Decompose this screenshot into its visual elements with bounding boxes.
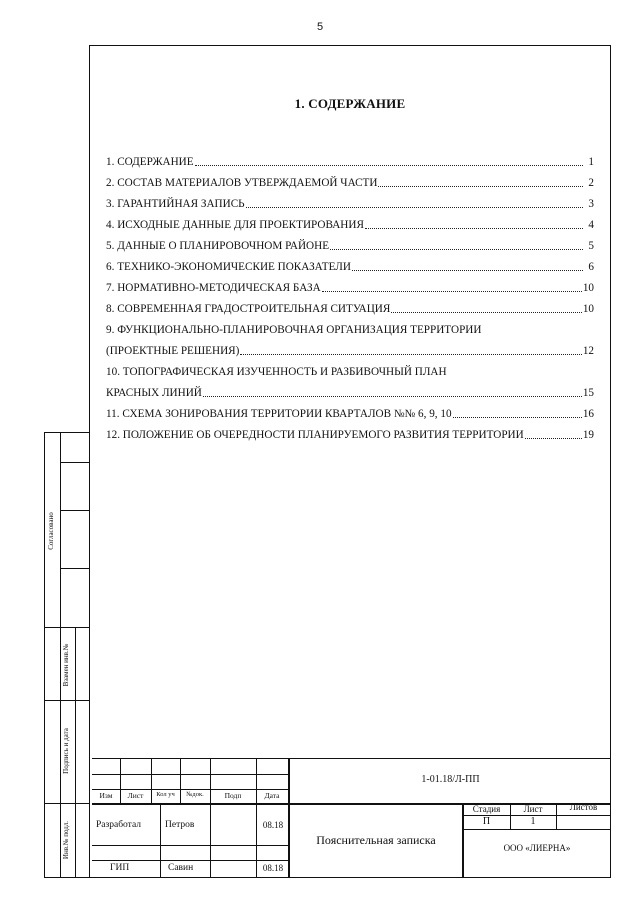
- toc-entry-label: 4. ИСХОДНЫЕ ДАННЫЕ ДЛЯ ПРОЕКТИРОВАНИЯ: [106, 219, 364, 231]
- toc-entry-page: 10: [582, 303, 594, 315]
- toc-entry-label: 2. СОСТАВ МАТЕРИАЛОВ УТВЕРЖДАЕМОЙ ЧАСТИ: [106, 177, 378, 189]
- toc-entry-label: 10. ТОПОГРАФИЧЕСКАЯ ИЗУЧЕННОСТЬ И РАЗБИВОЧНЫЙ ПЛАН: [106, 366, 447, 378]
- toc-entry-page: 5: [588, 240, 594, 252]
- toc-leader-dots: [246, 207, 583, 208]
- page-title: 1. СОДЕРЖАНИЕ: [294, 96, 406, 111]
- toc-entry: [106, 421, 594, 442]
- developed-label: Разработал: [96, 820, 141, 830]
- col-header-ndok: №док.: [186, 791, 204, 798]
- inv-orig-label: Инв.№ подл.: [62, 820, 70, 860]
- toc-entry: [106, 232, 594, 253]
- document-title: Пояснительная записка: [316, 833, 436, 847]
- toc-entry-page: 3: [588, 198, 594, 210]
- company-name: ООО «ЛИЕРНА»: [503, 843, 571, 853]
- col-header-data: Дата: [264, 791, 280, 800]
- toc-leader-dots: [330, 249, 583, 250]
- toc-entry: [106, 379, 594, 400]
- toc-leader-dots: [391, 312, 581, 313]
- toc-entry-label: 9. ФУНКЦИОНАЛЬНО-ПЛАНИРОВОЧНАЯ ОРГАНИЗАЦИЯ ТЕРРИТОРИИ: [106, 324, 482, 336]
- replace-inv-label: Взамен инв.№: [62, 643, 70, 687]
- col-header-list: Лист: [127, 791, 144, 800]
- toc-entry-page: 4: [588, 219, 594, 231]
- toc-entry-page: 6: [588, 261, 594, 273]
- toc-entry: [106, 358, 594, 379]
- toc-leader-dots: [365, 228, 583, 229]
- toc-entry: [106, 337, 594, 358]
- toc-leader-dots: [203, 396, 582, 397]
- toc-entry-label: 7. НОРМАТИВНО-МЕТОДИЧЕСКАЯ БАЗА: [106, 282, 321, 294]
- sheets-header: Листов: [569, 802, 598, 812]
- col-header-kol-uch: Кол уч: [156, 791, 175, 798]
- toc-entry-label: КРАСНЫХ ЛИНИЙ: [106, 387, 202, 399]
- gip-label: ГИП: [110, 863, 130, 873]
- toc-entry-label: 11. СХЕМА ЗОНИРОВАНИЯ ТЕРРИТОРИИ КВАРТАЛОВ №№ 6, 9, 10: [106, 408, 452, 420]
- toc-entry-page: 1: [588, 156, 594, 168]
- toc-entry: [106, 295, 594, 316]
- sheet-header: Лист: [523, 804, 543, 814]
- sign-date-label: Подпись и дата: [62, 728, 70, 774]
- developed-date: 08.18: [262, 820, 284, 830]
- toc-entry: [106, 190, 594, 211]
- toc-entry-page: 12: [582, 345, 594, 357]
- page-number: 5: [316, 21, 324, 33]
- toc-entry-label: 3. ГАРАНТИЙНАЯ ЗАПИСЬ: [106, 198, 245, 210]
- table-of-contents: [106, 148, 594, 442]
- agreed-label: Согласовано: [47, 512, 55, 550]
- toc-entry: [106, 169, 594, 190]
- toc-entry-page: 2: [588, 177, 594, 189]
- toc-entry-label: (ПРОЕКТНЫЕ РЕШЕНИЯ): [106, 345, 240, 357]
- gip-date: 08.18: [262, 863, 284, 873]
- toc-leader-dots: [453, 417, 582, 418]
- stage-value: П: [482, 816, 491, 827]
- gip-name: Савин: [168, 863, 194, 873]
- toc-entry-page: 10: [582, 282, 594, 294]
- sheet-value: 1: [530, 816, 536, 827]
- col-header-podp: Подп: [224, 791, 242, 800]
- toc-entry: [106, 316, 594, 337]
- developed-name: Петров: [165, 820, 195, 830]
- col-header-izm: Изм: [99, 791, 113, 800]
- toc-entry: [106, 400, 594, 421]
- toc-leader-dots: [352, 270, 583, 271]
- toc-entry-page: 19: [582, 429, 594, 441]
- toc-entry: [106, 253, 594, 274]
- toc-entry-label: 12. ПОЛОЖЕНИЕ ОБ ОЧЕРЕДНОСТИ ПЛАНИРУЕМОГО РАЗВИТИЯ ТЕРРИТОРИИ: [106, 429, 524, 441]
- toc-entry-label: 6. ТЕХНИКО-ЭКОНОМИЧЕСКИЕ ПОКАЗАТЕЛИ: [106, 261, 351, 273]
- toc-entry-page: 16: [582, 408, 594, 420]
- toc-entry: [106, 211, 594, 232]
- stage-header: Стадия: [472, 804, 501, 814]
- toc-entry-page: 15: [582, 387, 594, 399]
- document-code: 1-01.18/Л-ПП: [421, 774, 480, 785]
- toc-leader-dots: [322, 291, 582, 292]
- toc-entry-label: 8. СОВРЕМЕННАЯ ГРАДОСТРОИТЕЛЬНАЯ СИТУАЦИЯ: [106, 303, 391, 315]
- toc-leader-dots: [195, 165, 583, 166]
- toc-leader-dots: [240, 354, 581, 355]
- toc-entry-label: 5. ДАННЫЕ О ПЛАНИРОВОЧНОМ РАЙОНЕ: [106, 240, 330, 252]
- toc-entry: [106, 148, 594, 169]
- toc-entry-label: 1. СОДЕРЖАНИЕ: [106, 156, 194, 168]
- toc-leader-dots: [378, 186, 583, 187]
- toc-entry: [106, 274, 594, 295]
- toc-leader-dots: [525, 438, 582, 439]
